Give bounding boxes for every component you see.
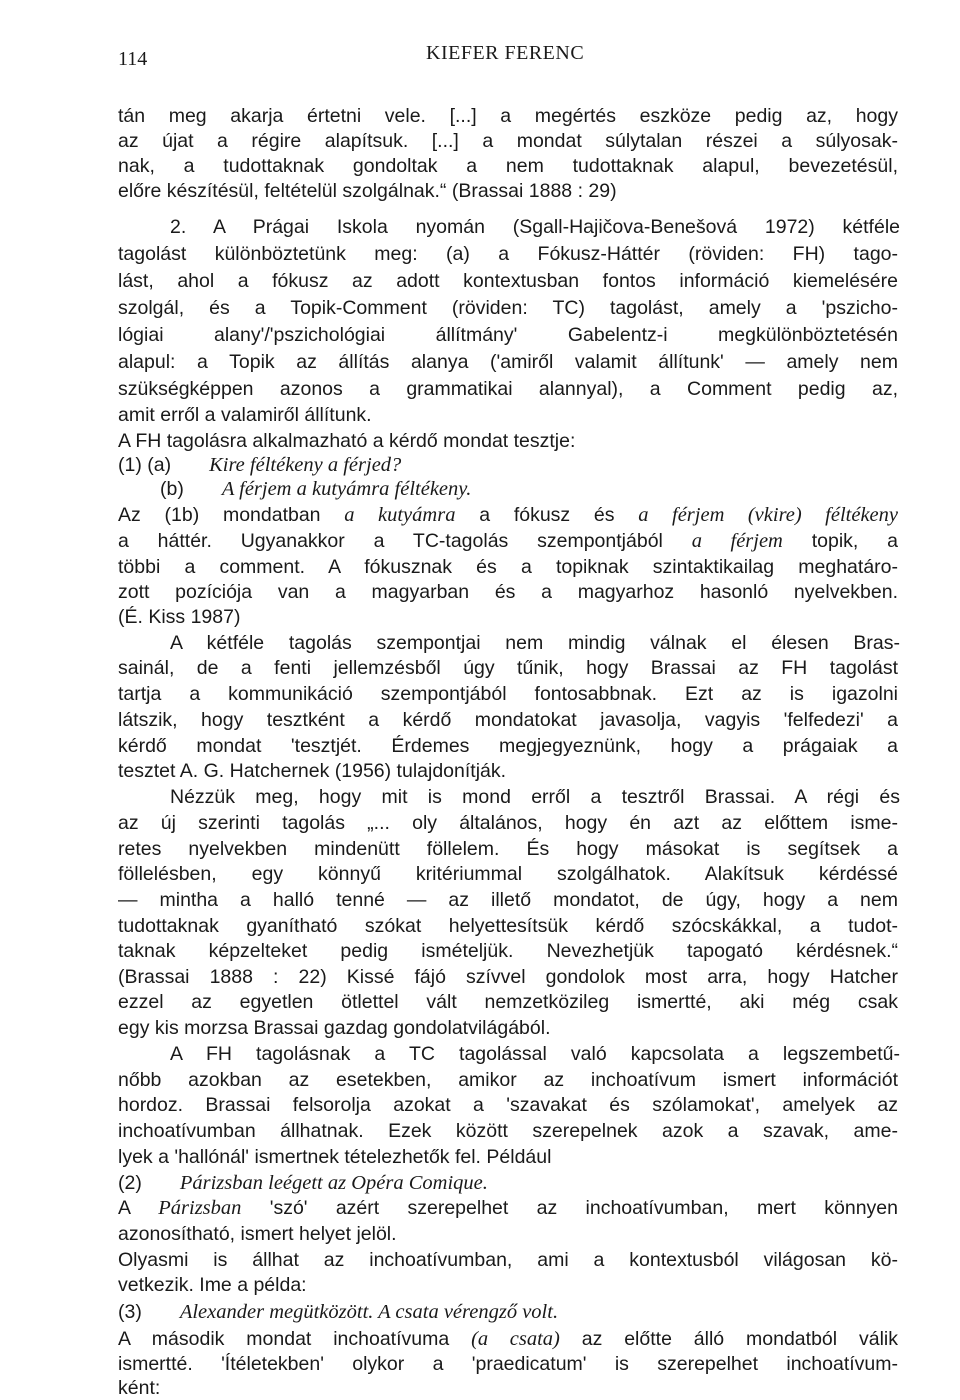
- text-run: Az (1b) mondatban: [118, 504, 345, 526]
- page-header: [118, 42, 908, 72]
- text-run: ezzel az egyetlen ötlettel vált nemzetközileg ismertté, aki még csak: [118, 991, 898, 1013]
- text-line: [118, 1352, 898, 1376]
- text-run: inchoatívumban állhatnak. Ezek között szerepelnek azok a szavak, ame-: [118, 1120, 898, 1142]
- text-line: [118, 1171, 488, 1195]
- text-run: az új szerinti tagolás „... oly általános, hogy én azt az előttem isme-: [118, 812, 898, 834]
- text-run: lást, ahol a fókusz az adott kontextusban fontos információ kiemelésére: [118, 270, 898, 292]
- text-run: A kétféle tagolás szempontjai nem mindig válnak el élesen Bras-: [170, 632, 900, 654]
- text-run: hordoz. Brassai felsorolja azokat a 'szavakat és szólamokat', amelyek az: [118, 1094, 898, 1116]
- text-run: az újat a régire alapítsuk. [...] a mondat súlytalan részei a súlyosak-: [118, 130, 898, 152]
- text-run: nőbb azokban az esetekben, amikor az inchoatívum ismert információt: [118, 1069, 898, 1091]
- text-run: (Brassai 1888 : 22) Kissé fájó szívvel gondolok most arra, hogy Hatcher: [118, 966, 898, 988]
- text-run: A FH tagolásnak a TC tagolással való kapcsolata a legszembetű-: [170, 1043, 900, 1065]
- text-run: ismertté. 'Ítéletekben' olykor a 'praedicatum' is szerepelhet inchoatívum-: [118, 1353, 898, 1375]
- text-line: [118, 429, 575, 453]
- text-line: [118, 129, 898, 153]
- text-line: [118, 811, 898, 835]
- text-run: A: [118, 1197, 159, 1219]
- text-run: A második mondat inchoatívuma: [118, 1328, 472, 1350]
- italic-example: Párizsban: [158, 1197, 242, 1219]
- text-run: — mintha a halló tenné — az illető mondatot, de úgy, hogy a nem: [118, 889, 898, 911]
- text-run: látszik, hogy tesztként a kérdő mondatokat javasolja, vagyis 'felfedezi' a: [118, 709, 898, 731]
- text-line: [118, 1300, 558, 1324]
- italic-example: A férjem a kutyámra féltékeny.: [221, 478, 472, 500]
- text-run: topik, a: [782, 530, 898, 552]
- text-run: (3): [118, 1301, 142, 1323]
- text-line: [118, 1376, 160, 1400]
- text-run: zott pozíciója van a magyarban és a magyarhoz hasonló nyelvekben.: [118, 581, 898, 603]
- text-run: ként:: [118, 1377, 161, 1399]
- text-line: [118, 242, 898, 266]
- text-run: taknak képzelteket pedig ismételjük. Nevezhetjük tapogató kérdésnek.“: [118, 940, 898, 962]
- text-run: tán meg akarja értetni vele. [...] a megértés eszköze pedig az, hogy: [118, 105, 898, 127]
- text-line: [118, 1222, 397, 1246]
- text-run: tudottaknak gyanítható szókat helyettesítsük kérdő szócskákkal, a tudot-: [118, 915, 898, 937]
- italic-example: Alexander megütközött. A csata vérengző volt.: [179, 1301, 559, 1323]
- text-run: tesztet A. G. Hatchernek (1956) tulajdonítják.: [118, 760, 507, 782]
- text-run: nak, a tudottaknak gondoltak a nem tudottaknak alapul, bevezetésül,: [118, 155, 898, 177]
- text-line: [118, 914, 898, 938]
- text-run: kérdő mondat 'tesztjét. Érdemes megjegyeznünk, hogy a prágaiak a: [118, 735, 898, 757]
- italic-example: a férjem: [691, 530, 783, 552]
- text-run: többi a comment. A fókusznak és a topiknak szintaktikailag meghatáro-: [118, 556, 898, 578]
- text-line: [118, 377, 898, 401]
- running-title: KIEFER FERENC: [426, 42, 585, 64]
- text-run: szolgál, és a Topik-Comment (röviden: TC) tagolást, amely a 'pszicho-: [118, 297, 898, 319]
- italic-example: a kutyámra: [344, 504, 456, 526]
- text-run: sainál, de a fenti jellemzésből úgy tűnik, hogy Brassai az FH tagolást: [118, 657, 898, 679]
- text-line: [118, 1093, 898, 1117]
- text-line: [118, 965, 898, 989]
- text-line: [118, 323, 898, 347]
- text-run: amit erről a valamiről állítunk.: [118, 404, 372, 426]
- text-line: [118, 453, 401, 477]
- text-line: [118, 759, 506, 783]
- text-run: lógiai alany'/'pszichológiai állítmány' Gabelentz-i megkülönböztetésén: [118, 324, 898, 346]
- italic-example: (a csata): [471, 1328, 560, 1350]
- text-line: [118, 154, 898, 178]
- text-line: [118, 990, 898, 1014]
- text-line: [118, 1145, 551, 1169]
- text-line: [118, 503, 898, 527]
- text-line: [118, 104, 898, 128]
- italic-example: a férjem (vkire) féltékeny: [638, 504, 899, 526]
- text-run: lyek a 'hallónál' ismertnek tételezhetők fel. Például: [118, 1146, 552, 1168]
- text-line: [118, 1248, 898, 1272]
- text-line: [118, 403, 372, 427]
- text-run: Nézzük meg, hogy mit is mond erről a tesztről Brassai. A régi és: [170, 786, 900, 808]
- text-line: [170, 1042, 900, 1066]
- text-run: tagolást különböztetünk meg: (a) a Fókusz-Háttér (röviden: FH) tago-: [118, 243, 898, 265]
- text-run: tartja a kommunikáció szempontjából fontosabbnak. Ezt az is igazolni: [118, 683, 898, 705]
- text-run: előre készítésül, feltételül szolgálnak.“ (Brassai 1888 : 29): [118, 180, 617, 202]
- text-line: [118, 179, 617, 203]
- text-line: [170, 785, 900, 809]
- text-line: [118, 708, 898, 732]
- text-run: 2. A Prágai Iskola nyomán (Sgall-Hajičova-Benešová 1972) kétféle: [170, 216, 900, 238]
- text-line: [118, 555, 898, 579]
- text-line: [118, 269, 898, 293]
- text-line: [118, 1273, 307, 1297]
- text-run: 'szó' azért szerepelhet az inchoatívumban, mert könnyen: [241, 1197, 898, 1219]
- text-run: egy kis morzsa Brassai gazdag gondolatvilágából.: [118, 1017, 551, 1039]
- text-run: azonosítható, ismert helyet jelöl.: [118, 1223, 397, 1245]
- text-line: [118, 1119, 898, 1143]
- text-run: vetkezik. Ime a példa:: [118, 1274, 307, 1296]
- text-line: [118, 682, 898, 706]
- text-run: (b): [160, 478, 184, 500]
- text-line: [118, 350, 898, 374]
- text-line: [118, 656, 898, 680]
- text-run: A FH tagolásra alkalmazható a kérdő mondat tesztje:: [118, 430, 576, 452]
- text-line: [118, 296, 898, 320]
- text-run: alapul: a Topik az állítás alanya ('amiről valamit állítunk' — amely nem: [118, 351, 898, 373]
- text-line: [118, 862, 898, 886]
- italic-example: Párizsban leégett az Opéra Comique.: [179, 1172, 488, 1194]
- text-line: [170, 631, 900, 655]
- text-line: [118, 580, 898, 604]
- text-line: [170, 215, 900, 239]
- text-line: [118, 1016, 551, 1040]
- text-line: [118, 1196, 898, 1220]
- text-line: [118, 1068, 898, 1092]
- text-run: (2): [118, 1172, 142, 1194]
- italic-example: Kire féltékeny a férjed?: [209, 454, 402, 476]
- text-run: a fókusz és: [455, 504, 639, 526]
- text-line: [160, 477, 471, 501]
- text-line: [118, 888, 898, 912]
- text-run: föllelésben, egy könnyű kritériummal szolgálhatok. Alakítsuk kérdéssé: [118, 863, 898, 885]
- text-line: [118, 837, 898, 861]
- text-line: [118, 734, 898, 758]
- text-run: Olyasmi is állhat az inchoatívumban, ami a kontextusból világosan kö-: [118, 1249, 898, 1271]
- text-line: [118, 939, 898, 963]
- text-run: az előtte álló mondatból válik: [559, 1328, 898, 1350]
- text-line: [118, 529, 898, 553]
- text-run: a háttér. Ugyanakkor a TC-tagolás szempontjából: [118, 530, 692, 552]
- text-line: [118, 1327, 898, 1351]
- text-run: szükségképpen azonos a grammatikai alannyal), a Comment pedig az,: [118, 378, 898, 400]
- text-line: [118, 605, 240, 629]
- text-run: retes nyelvekben mindenütt föllelem. És hogy másokat is segítsek a: [118, 838, 898, 860]
- text-run: (É. Kiss 1987): [118, 606, 241, 628]
- text-run: (1) (a): [118, 454, 172, 476]
- page-number: 114: [118, 48, 148, 70]
